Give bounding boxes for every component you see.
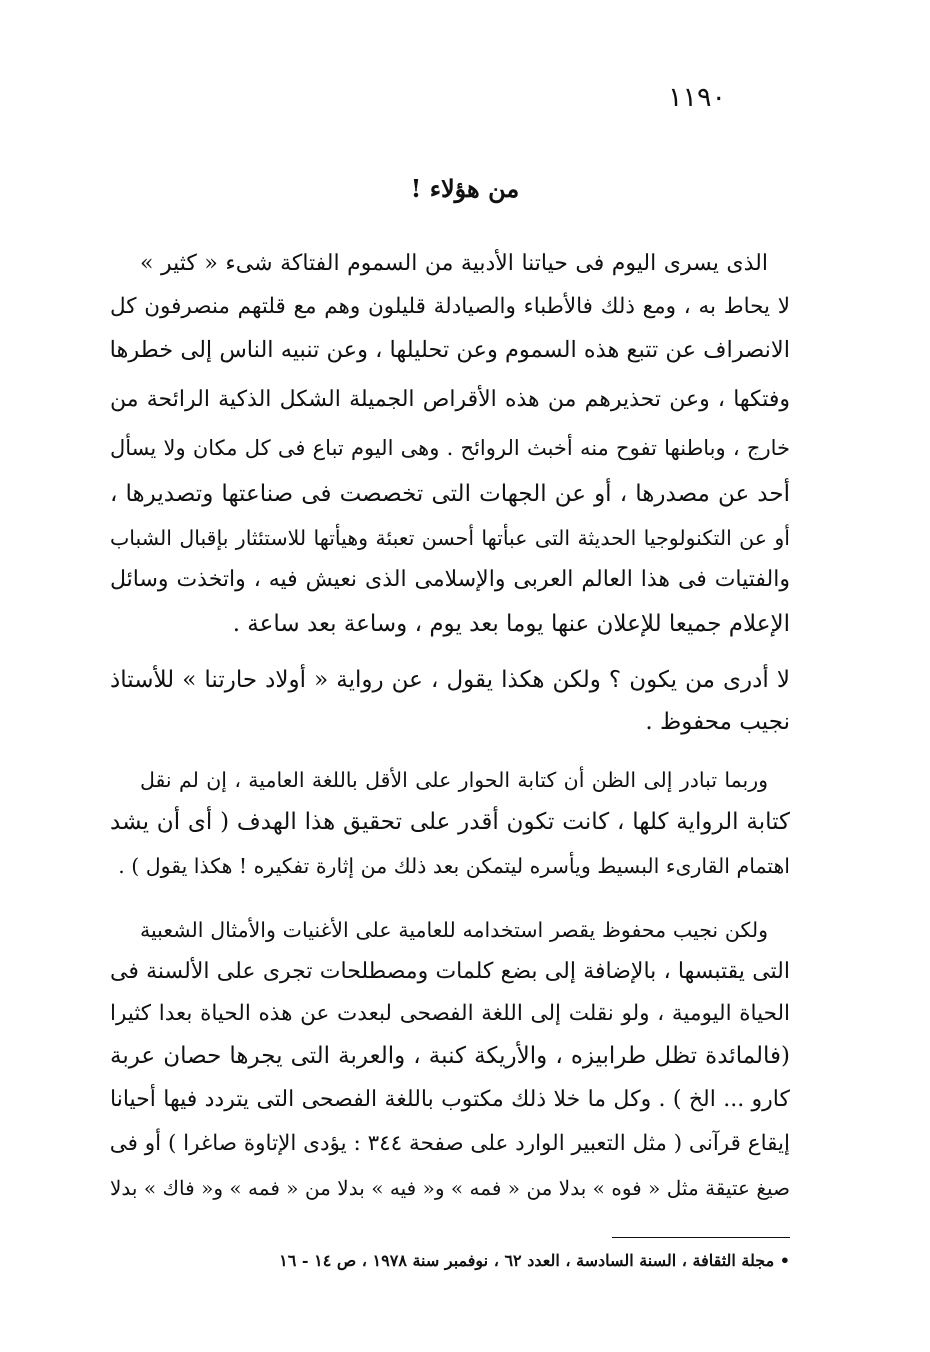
text-line: الذى يسرى اليوم فى حياتنا الأدبية من السموم الفتاكة شىء « كثير » xyxy=(140,251,768,276)
text-line: أو عن التكنولوجيا الحديثة التى عبأتها أحسن تعبئة وهيأتها للاستئثار بإقبال الشباب xyxy=(110,526,790,550)
text-line: صيغ عتيقة مثل « فوه » بدلا من « فمه » و« فيه » بدلا من « فمه » و« فاك » بدلا xyxy=(110,1176,791,1200)
text-line: خارج ، وباطنها تفوح منه أخبث الروائح . وهى اليوم تباع فى كل مكان ولا يسأل xyxy=(110,436,790,460)
footnote: • مجلة الثقافة ، السنة السادسة ، العدد ٦٢ ، نوفمبر سنة ١٩٧٨ ، ص ١٤ - ١٦ xyxy=(279,1251,790,1270)
text-line: اهتمام القارىء البسيط ويأسره ليتمكن بعد ذلك من إثارة تفكيره ! هكذا يقول ) . xyxy=(118,854,790,878)
text-line: كارو ... الخ ) . وكل ما خلا ذلك مكتوب باللغة الفصحى التى يتردد فيها أحيانا xyxy=(110,1087,790,1112)
text-line: كتابة الرواية كلها ، كانت تكون أقدر على تحقيق هذا الهدف ( أى أن يشد xyxy=(110,809,790,835)
text-line: ولكن نجيب محفوظ يقصر استخدامه للعامية على الأغنيات والأمثال الشعبية xyxy=(140,918,768,942)
text-line: والفتيات فى هذا العالم العربى والإسلامى الذى نعيش فيه ، واتخذت وسائل xyxy=(110,567,790,592)
text-line: الانصراف عن تتبع هذه السموم وعن تحليلها ، وعن تنبيه الناس إلى خطرها xyxy=(109,337,790,363)
text-line: لا يحاط به ، ومع ذلك فالأطباء والصيادلة قليلون وهم مع قلتهم منصرفون كل xyxy=(110,294,790,319)
text-line: الإعلام جميعا للإعلان عنها يوما بعد يوم ، وساعة بعد ساعة . xyxy=(232,611,790,637)
text-line: لا أدرى من يكون ؟ ولكن هكذا يقول ، عن رواية « أولاد حارتنا » للأستاذ xyxy=(110,667,790,693)
text-line: التى يقتبسها ، بالإضافة إلى بضع كلمات ومصطلحات تجرى على الألسنة فى xyxy=(110,959,790,984)
footnote-divider xyxy=(612,1237,790,1238)
section-title: من هؤلاء ! xyxy=(410,174,520,203)
text-line: وربما تبادر إلى الظن أن كتابة الحوار على الأقل باللغة العامية ، إن لم نقل xyxy=(140,768,768,792)
text-line: (فالمائدة تظل طرابيزه ، والأريكة كنبة ، والعربة التى يجرها حصان عربة xyxy=(110,1043,790,1069)
text-line: أحد عن مصدرها ، أو عن الجهات التى تخصصت فى صناعتها وتصديرها ، xyxy=(110,481,790,507)
text-line: وفتكها ، وعن تحذيرهم من هذه الأقراص الجميلة الشكل الذكية الرائحة من xyxy=(110,387,790,412)
text-line: الحياة اليومية ، ولو نقلت إلى اللغة الفصحى لبعدت عن هذه الحياة بعدا كثيرا xyxy=(110,1001,790,1026)
text-line: إيقاع قرآنى ( مثل التعبير الوارد على صفحة ٣٤٤ : يؤدى الإتاوة صاغرا ) أو فى xyxy=(109,1131,790,1156)
page-number: ١١٩٠ xyxy=(668,82,727,113)
text-line: نجيب محفوظ . xyxy=(645,709,790,735)
